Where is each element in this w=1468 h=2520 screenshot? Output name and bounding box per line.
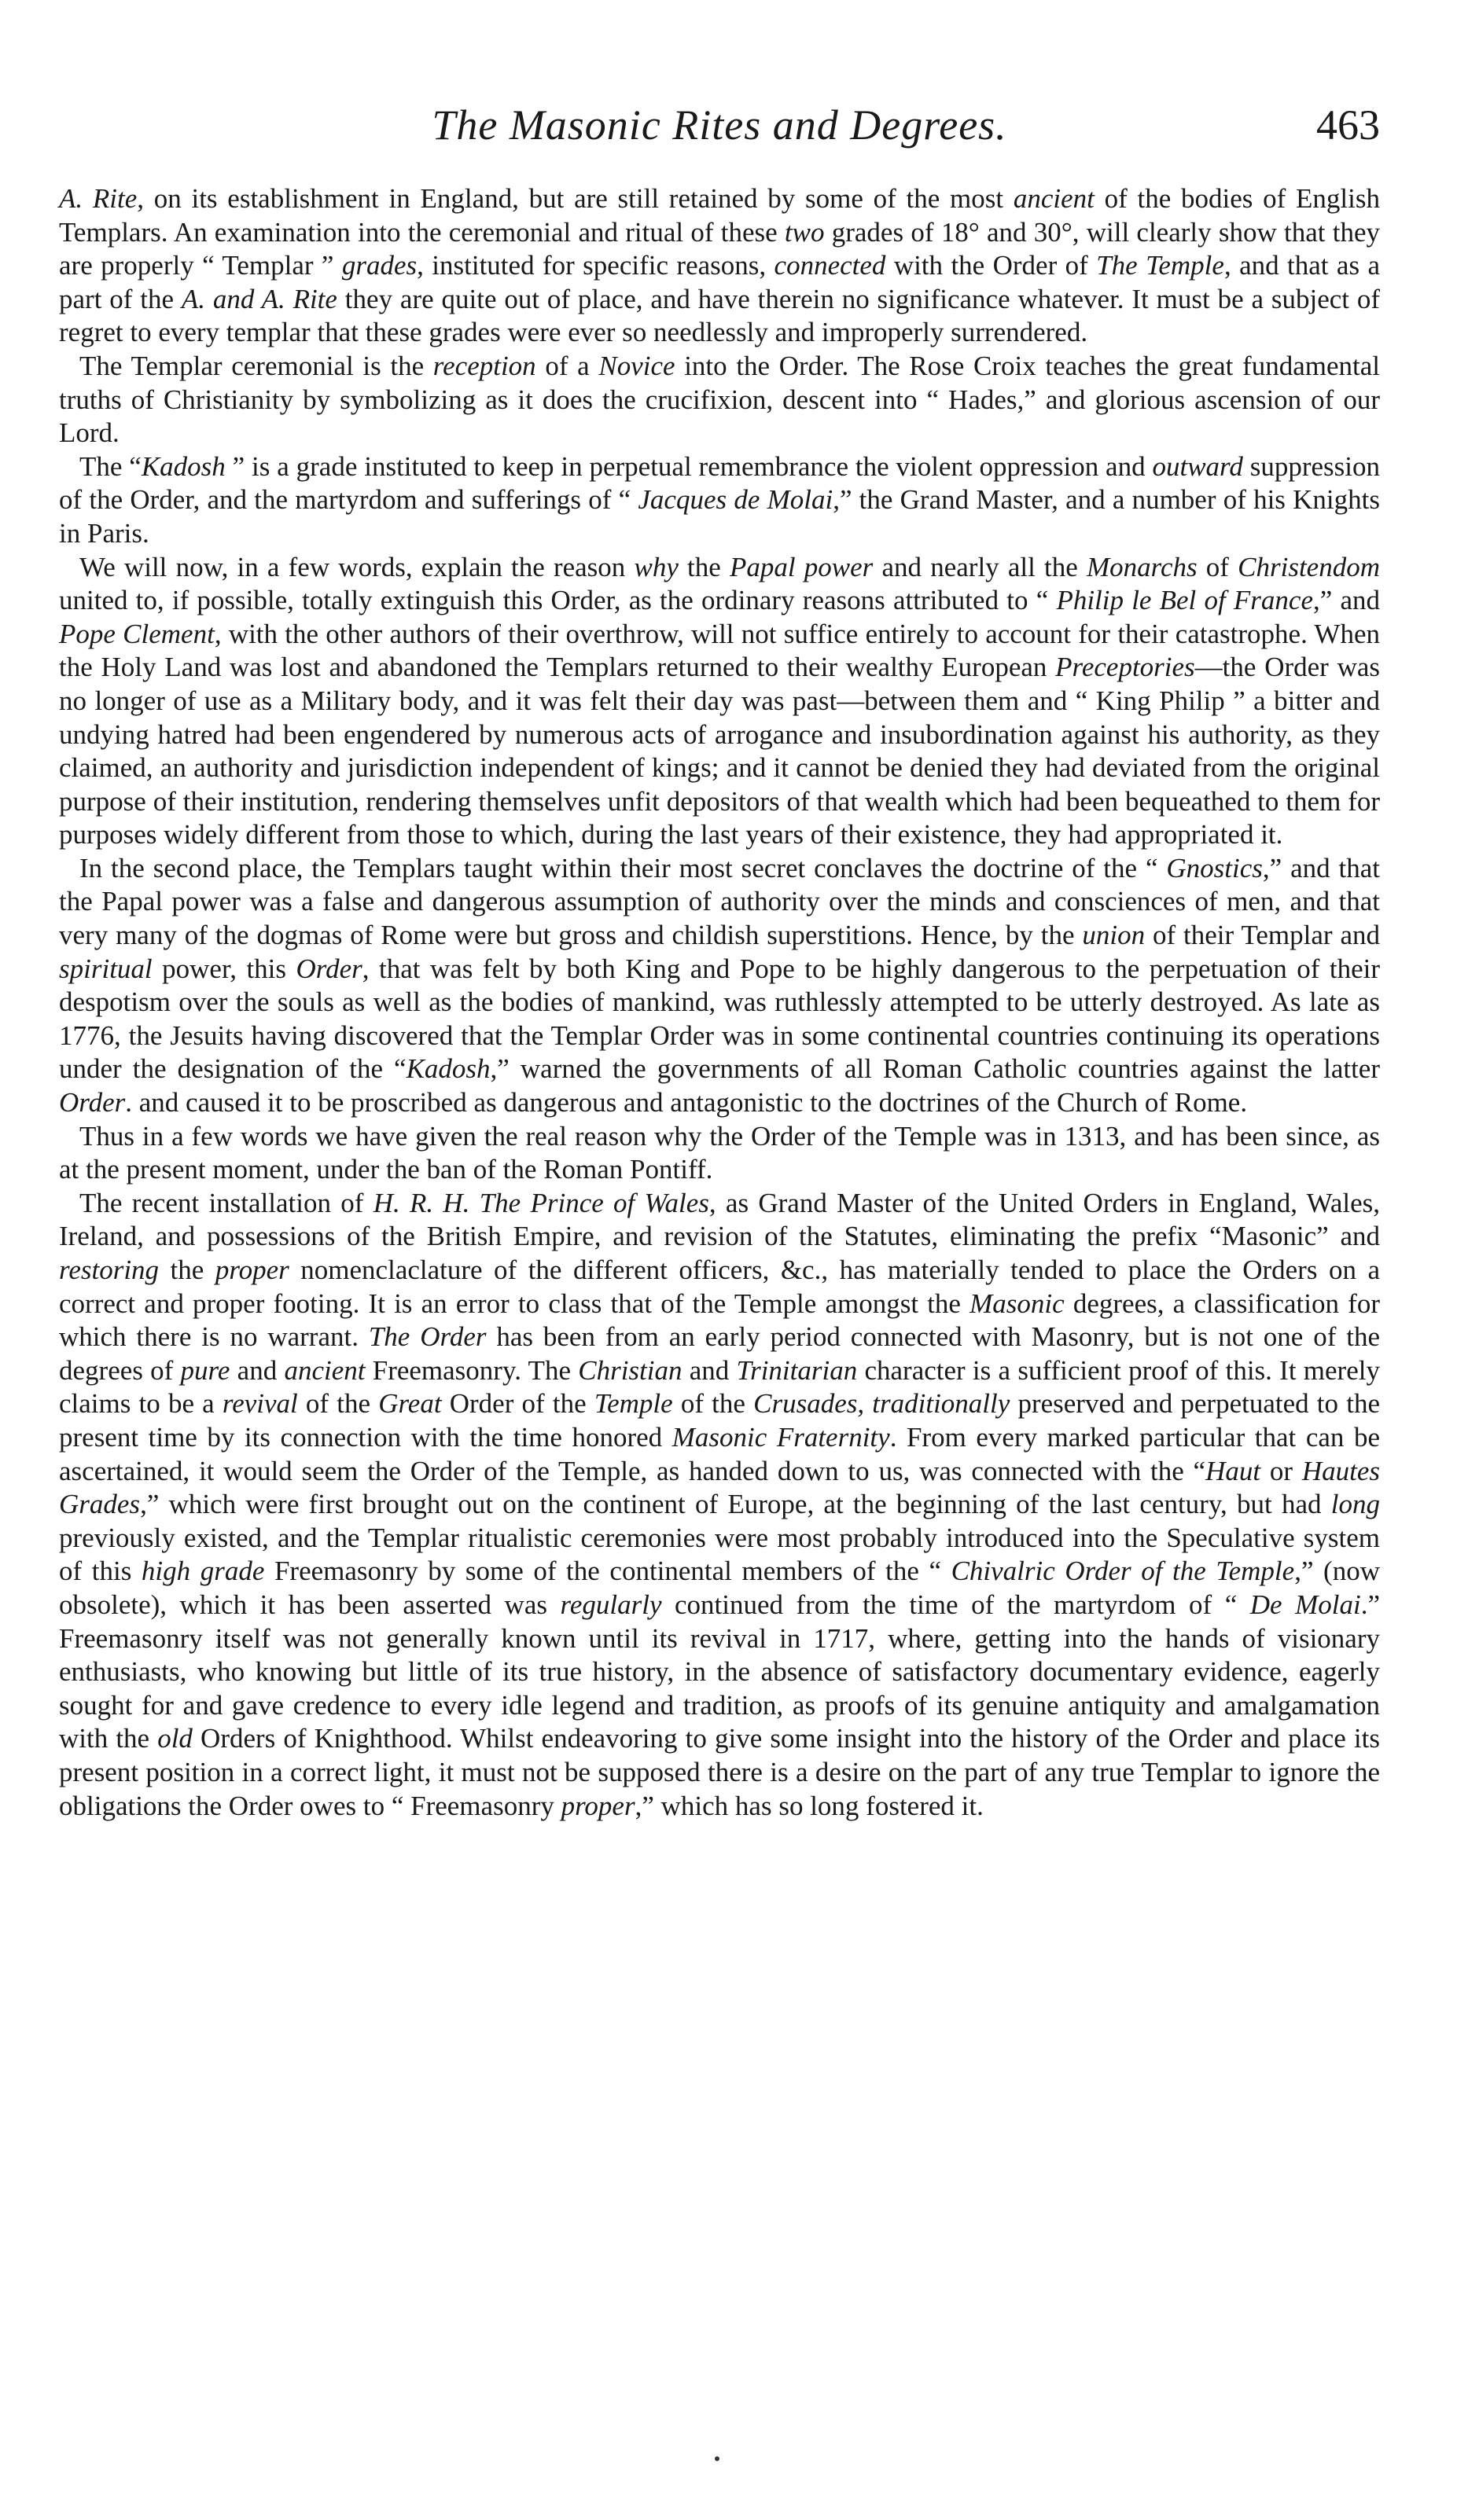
- text-run: revival: [222, 1388, 298, 1420]
- body-text: [59, 182, 1380, 1823]
- text-run: two: [784, 216, 825, 248]
- text-run: Orders of Knighthood. Whilst endeavoring to give some insight into the history of the Order and place its present position in a correct light, it must not be supposed there is a desire on the part of any true Templar to ignore the obligations the Order owes to “ Freemasonry: [59, 1723, 1380, 1821]
- text-run: Crusades, traditionally: [753, 1388, 1010, 1420]
- text-run: regularly: [560, 1589, 662, 1620]
- text-run: grades of 18° and 30°, will clearly show that they are properly “ Templar ”: [59, 216, 1380, 281]
- text-run: previously existed, and the Templar ritualistic ceremonies were most probably introduced into the Speculative system of this: [59, 1522, 1380, 1587]
- text-run: Christendom: [1238, 551, 1380, 582]
- text-run: Order: [59, 1087, 126, 1119]
- text-run: of the bodies of English Templars. An examination into the ceremonial and ritual of these: [59, 183, 1380, 248]
- text-run: of: [1197, 551, 1238, 582]
- text-run: reception: [432, 350, 536, 381]
- text-run: the: [678, 551, 730, 582]
- text-run: connected: [774, 250, 886, 281]
- text-run: into the Order. The Rose Croix teaches the great fundamental truths of Christianity by symbolizing as it does the crucifixion, descent into “ Hades,” and glorious ascension of our Lord.: [59, 350, 1380, 449]
- text-run: Haut: [1205, 1455, 1261, 1486]
- text-run: Temple: [594, 1388, 673, 1420]
- text-run: .” Freemasonry itself was not generally known until its revival in 1717, where, getting into the hands of visionary enthusiasts, who knowing but little of its true history, in the absence of satisfactory documentary evidence, eagerly sought for and gave credence to every idle legend and tradition, as proofs of its genuine antiquity and amalgamation with the: [59, 1589, 1380, 1754]
- text-run: ,” and that the Papal power was a false and dangerous assumption of authority over the minds and consciences of men, and that very many of the dogmas of Rome were but gross and childish superstitions. Hence, by the: [59, 852, 1380, 951]
- text-run: Chivalric Order of the Temple: [951, 1556, 1295, 1587]
- text-run: Hautes Grades: [59, 1455, 1381, 1520]
- text-run: Freemasonry. The: [365, 1354, 579, 1386]
- text-run: and: [682, 1354, 737, 1386]
- text-run: pure: [180, 1354, 230, 1386]
- running-title: The Masonic Rites and Degrees.: [432, 101, 1007, 149]
- text-run: restoring: [59, 1254, 160, 1285]
- text-run: The Temple: [1096, 250, 1224, 281]
- paragraph-1: [59, 182, 1380, 350]
- text-run: Order: [296, 953, 362, 984]
- text-run: ,” (now obsolete), which it has been asserted was: [59, 1556, 1380, 1620]
- text-run: Gnostics: [1166, 852, 1263, 883]
- text-run: Masonic: [969, 1288, 1065, 1319]
- text-run: Freemasonry by some of the continental members of the “: [264, 1556, 951, 1587]
- paragraph-5: [59, 852, 1380, 1120]
- text-run: ,” and: [1312, 585, 1381, 616]
- text-run: We will now, in a few words, explain the reason: [79, 551, 635, 582]
- text-run: The recent installation of: [79, 1187, 373, 1218]
- paragraph-7: [59, 1187, 1380, 1823]
- text-run: of the: [672, 1388, 754, 1420]
- text-run: ,” the Grand Master, and a number of his Knights in Paris.: [59, 484, 1380, 549]
- text-run: ” is a grade instituted to keep in perpetual remembrance the violent oppression and: [225, 450, 1153, 482]
- text-run: nomenclaclature of the different officers, &c., has materially tended to place the Orders on a correct and proper footing. It is an error to class that of the Temple amongst the: [59, 1254, 1380, 1319]
- text-run: Pope Clement: [59, 618, 215, 649]
- text-run: outward: [1152, 450, 1243, 482]
- text-run: Kadosh: [141, 450, 226, 482]
- text-run: Kadosh: [406, 1053, 491, 1085]
- text-run: Novice: [598, 350, 675, 381]
- text-run: Papal power: [730, 551, 874, 582]
- text-run: Order of the: [441, 1388, 594, 1420]
- text-run: Christian: [578, 1354, 682, 1386]
- text-run: In the second place, the Templars taught within their most secret conclaves the doctrine of the “: [79, 852, 1167, 883]
- text-run: why: [634, 551, 679, 582]
- text-run: preserved and perpetuated to the present time by its connection with the time honored: [59, 1388, 1380, 1453]
- text-run: ,” which has so long fostered it.: [635, 1790, 984, 1821]
- text-run: proper: [561, 1790, 635, 1821]
- text-run: continued from the time of the martyrdom of “: [661, 1589, 1250, 1620]
- text-run: and: [230, 1354, 285, 1386]
- text-run: of their Templar and: [1145, 920, 1380, 951]
- text-run: Great: [378, 1388, 442, 1420]
- running-head: [59, 101, 1380, 163]
- text-run: degrees, a classification for which there is no warrant.: [59, 1288, 1380, 1353]
- text-run: , and that as a part of the: [59, 250, 1381, 314]
- text-run: Preceptories: [1055, 652, 1195, 683]
- text-run: proper: [215, 1254, 289, 1285]
- text-run: of the: [297, 1388, 379, 1420]
- text-run: , instituted for specific reasons,: [417, 250, 774, 281]
- text-run: The Order: [368, 1321, 487, 1353]
- paragraph-3: [59, 450, 1380, 551]
- text-run: , that was felt by both King and Pope to be highly dangerous to the perpetuation of their despotism over the souls as well as the bodies of mankind, was ruthlessly attempted to be utterly destroyed. As late as 1776, the Jesuits having discovered that the Templar Order was in some continental countries continuing its operations under the designation of the “: [59, 953, 1380, 1085]
- text-run: Thus in a few words we have given the real reason why the Order of the Temple was in 1313, and has been since, as at the present moment, under the ban of the Roman Pontiff.: [59, 1120, 1380, 1185]
- text-run: , as Grand Master of the United Orders in England, Wales, Ireland, and possessions of the British Empire, and revision of the Statutes, eliminating the prefix “Masonic” and: [59, 1187, 1381, 1252]
- text-run: long: [1330, 1489, 1380, 1520]
- text-run: Jacques de Molai: [638, 484, 833, 516]
- text-run: Trinitarian: [736, 1354, 858, 1386]
- text-run: Masonic Fraternity: [671, 1421, 890, 1453]
- text-run: H. R. H. The Prince of Wales: [373, 1187, 709, 1218]
- text-run: . From every marked particular that can be ascertained, it would seem the Order of the Temple, as handed down to us, was connected with the “: [59, 1421, 1380, 1486]
- text-run: grades: [341, 250, 418, 281]
- text-run: , with the other authors of their overthrow, will not suffice entirely to account for their catastrophe. When the Holy Land was lost and abandoned the Templars returned to their wealthy European: [59, 618, 1380, 683]
- paragraph-6: [59, 1120, 1380, 1187]
- text-run: high grade: [141, 1556, 265, 1587]
- text-run: De Molai: [1249, 1589, 1361, 1620]
- text-run: A. and A. Rite: [181, 283, 337, 314]
- footer-dot: [715, 2456, 719, 2461]
- paragraph-4: [59, 551, 1380, 852]
- text-run: or: [1260, 1455, 1302, 1486]
- text-run: ancient: [284, 1354, 366, 1386]
- text-run: of a: [535, 350, 599, 381]
- text-run: —the Order was no longer of use as a Military body, and it was felt their day was past—between them and “ King Philip ” a bitter and undying hatred had been engendered by numerous acts of arrogance and insubordination against his authority, as they claimed, an authority and jurisdiction independent of kings; and it cannot be denied they had deviated from the original purpose of their institution, rendering themselves unfit depositors of that wealth which had been bequeathed to them for purposes widely different from those to which, during the last years of their existence, they had appropriated it.: [59, 652, 1380, 850]
- text-run: they are quite out of place, and have therein no significance whatever. It must be a subject of regret to every templar that these grades were ever so needlessly and improperly surrendered.: [59, 283, 1380, 348]
- text-run: with the Order of: [885, 250, 1097, 281]
- page-number: 463: [1316, 101, 1380, 149]
- text-run: A. Rite: [59, 183, 138, 214]
- text-run: suppression of the Order, and the martyrdom and sufferings of “: [59, 450, 1380, 516]
- text-run: Monarchs: [1086, 551, 1198, 582]
- text-run: , on its establishment in England, but are still retained by some of the most: [137, 183, 1014, 214]
- paragraph-2: [59, 350, 1380, 450]
- text-run: the: [159, 1254, 215, 1285]
- text-run: old: [157, 1723, 193, 1754]
- text-run: The “: [79, 450, 142, 482]
- text-run: united to, if possible, totally extinguish this Order, as the ordinary reasons attributed to “: [59, 585, 1057, 616]
- text-run: Philip le Bel of France: [1056, 585, 1313, 616]
- text-run: power, this: [152, 953, 296, 984]
- text-run: ancient: [1013, 183, 1095, 214]
- text-run: The Templar ceremonial is the: [79, 350, 433, 381]
- text-run: ,” warned the governments of all Roman Catholic countries against the latter: [490, 1053, 1380, 1085]
- text-run: ,” which were first brought out on the continent of Europe, at the beginning of the last century, but had: [140, 1489, 1331, 1520]
- text-run: . and caused it to be proscribed as dangerous and antagonistic to the doctrines of the Church of Rome.: [125, 1087, 1248, 1119]
- text-run: and nearly all the: [873, 551, 1087, 582]
- text-run: has been from an early period connected with Masonry, but is not one of the degrees of: [59, 1321, 1380, 1386]
- text-run: union: [1082, 920, 1146, 951]
- text-run: spiritual: [59, 953, 153, 984]
- text-run: character is a sufficient proof of this. It merely claims to be a: [59, 1354, 1380, 1420]
